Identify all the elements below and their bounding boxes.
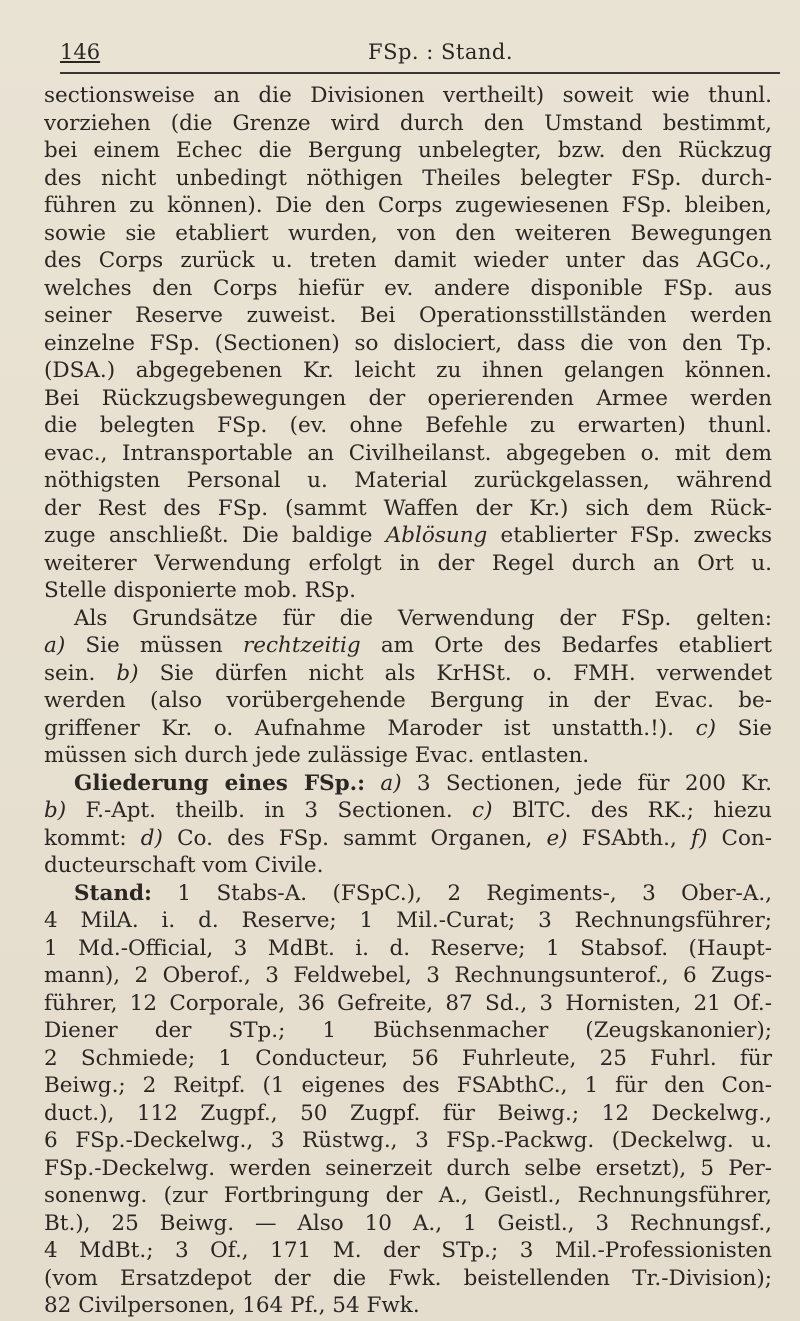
text-line: sonenwg. (zur Fortbringung der A., Geistl., Rechnungsführer, [44, 1183, 772, 1208]
text-line: nöthigsten Personal u. Material zurückgelassen, während [44, 468, 772, 493]
text-span: sein. [44, 660, 96, 686]
text-line: 82 Civilpersonen, 164 Pf., 54 Fwk. [44, 1293, 420, 1318]
text-line: Als Grundsätze für die Verwendung der FSp. gelten: [74, 605, 772, 631]
text-line: FSp.-Deckelwg. werden seinerzeit durch selbe ersetzt), 5 Per- [44, 1155, 772, 1181]
page-number: 146 [60, 40, 101, 64]
page-header [60, 32, 780, 72]
text-span: Co. des FSp. sammt Organen, [177, 825, 533, 851]
text-line [44, 632, 772, 660]
text-line: müssen sich durch jede zulässige Evac. entlasten. [44, 743, 590, 768]
text-line: werden (also vorübergehende Bergung in der Evac. be- [44, 688, 772, 713]
item-label: e) [546, 825, 568, 851]
text-line [44, 770, 772, 798]
text-span: BlTC. des RK.; hiezu [511, 798, 772, 823]
text-line: welches den Corps hiefür ev. andere disponible FSp. aus [44, 275, 772, 301]
text-line: mann), 2 Oberof., 3 Feldwebel, 3 Rechnungsunterof., 6 Zugs- [44, 963, 772, 988]
section-heading-stand: Stand: [74, 880, 152, 906]
text-line: sowie sie etabliert wurden, von den weiteren Bewegungen [44, 220, 772, 246]
emphasis-ablosung: Ablösung [385, 523, 488, 548]
text-span: Con- [721, 825, 772, 851]
text-line: ducteurschaft vom Civile. [44, 853, 324, 878]
item-label: a) [44, 633, 66, 658]
text-line: Stelle disponierte mob. RSp. [44, 578, 356, 603]
text-span: griffener Kr. o. Aufnahme Maroder ist unstatth.!). [44, 715, 674, 741]
text-line [44, 715, 772, 743]
text-line: (DSA.) abgegebenen Kr. leicht zu ihnen gelangen können. [44, 358, 772, 383]
item-label: c) [472, 798, 493, 823]
section-heading-gliederung: Gliederung eines FSp.: [74, 770, 366, 796]
text-line: seiner Reserve zuweist. Bei Operationsstillständen werden [44, 303, 772, 328]
text-line: vorziehen (die Grenze wird durch den Umstand bestimmt, [44, 110, 772, 136]
text-line: führen zu können). Die den Corps zugewiesenen FSp. bleiben, [44, 193, 772, 218]
text-line: 4 MdBt.; 3 Of., 171 M. der STp.; 3 Mil.-Professionisten [44, 1238, 772, 1263]
text-span: Sie müssen [85, 633, 223, 658]
text-line: 2 Schmiede; 1 Conducteur, 56 Fuhrleute, 25 Fuhrl. für [44, 1045, 772, 1071]
text-line: der Rest des FSp. (sammt Waffen der Kr.) sich dem Rück- [44, 495, 772, 521]
text-span: Sie dürfen nicht als KrHSt. o. FMH. verwendet [159, 660, 772, 686]
header-rule [60, 72, 780, 74]
text-line: evac., Intransportable an Civilheilanst. abgegeben o. mit dem [44, 440, 772, 466]
text-line: 6 FSp.-Deckelwg., 3 Rüstwg., 3 FSp.-Packwg. (Deckelwg. u. [44, 1128, 772, 1153]
text-line [44, 522, 772, 550]
text-line: Diener der STp.; 1 Büchsenmacher (Zeugskanonier); [44, 1018, 772, 1043]
item-label: a) [380, 770, 402, 796]
text-span: Sie [737, 715, 772, 741]
text-span: FSAbth., [581, 825, 677, 851]
text-span: etablierter FSp. zwecks [500, 523, 772, 548]
text-span: F.-Apt. theilb. in 3 Sectionen. [85, 798, 453, 823]
text-line: 4 MilA. i. d. Reserve; 1 Mil.-Curat; 3 Rechnungsführer; [44, 908, 772, 933]
running-head: FSp. : Stand. [368, 40, 513, 64]
text-line: einzelne FSp. (Sectionen) so dislociert, dass die von den Tp. [44, 330, 772, 356]
item-label: f) [690, 825, 708, 851]
text-line [44, 825, 772, 853]
emphasis-rechtzeitig: rechtzeitig [242, 633, 361, 658]
text-line: Bt.), 25 Beiwg. — Also 10 A., 1 Geistl., 3 Rechnungsf., [44, 1210, 772, 1236]
text-span: 1 Stabs-A. (FSpC.), 2 Regiments-, 3 Ober-A., [177, 880, 772, 906]
text-line: duct.), 112 Zugpf., 50 Zugpf. für Beiwg.; 12 Deckelwg., [44, 1100, 772, 1126]
item-label: c) [695, 715, 717, 741]
text-line [44, 880, 772, 908]
text-span: am Orte des Bedarfes etabliert [380, 633, 772, 658]
text-line: des Corps zurück u. treten damit wieder unter das AGCo., [44, 248, 772, 273]
text-line: 1 Md.-Official, 3 MdBt. i. d. Reserve; 1 Stabsof. (Haupt- [44, 935, 772, 961]
text-line: (vom Ersatzdepot der die Fwk. beistellenden Tr.-Division); [44, 1265, 772, 1291]
text-line [44, 660, 772, 688]
item-label: b) [44, 798, 67, 823]
text-span: kommt: [44, 825, 127, 851]
text-span: 3 Sectionen, jede für 200 Kr. [416, 770, 772, 796]
text-span: zuge anschließt. Die baldige [44, 523, 373, 548]
text-line [44, 797, 772, 825]
text-line: sectionsweise an die Divisionen vertheilt) soweit wie thunl. [44, 83, 772, 108]
text-line: bei einem Echec die Bergung unbelegter, bzw. den Rückzug [44, 138, 772, 163]
item-label: d) [140, 825, 163, 851]
body-text [44, 82, 772, 1320]
text-line: weiterer Verwendung erfolgt in der Regel durch an Ort u. [44, 550, 772, 576]
text-line: Beiwg.; 2 Reitpf. (1 eigenes des FSAbthC., 1 für den Con- [44, 1073, 772, 1098]
text-line: Bei Rückzugsbewegungen der operierenden Armee werden [44, 385, 772, 411]
text-line: des nicht unbedingt nöthigen Theiles belegter FSp. durch- [44, 165, 772, 191]
text-line: führer, 12 Corporale, 36 Gefreite, 87 Sd., 3 Hornisten, 21 Of.- [44, 990, 772, 1016]
item-label: b) [116, 660, 139, 686]
text-line: die belegten FSp. (ev. ohne Befehle zu erwarten) thunl. [44, 413, 772, 438]
